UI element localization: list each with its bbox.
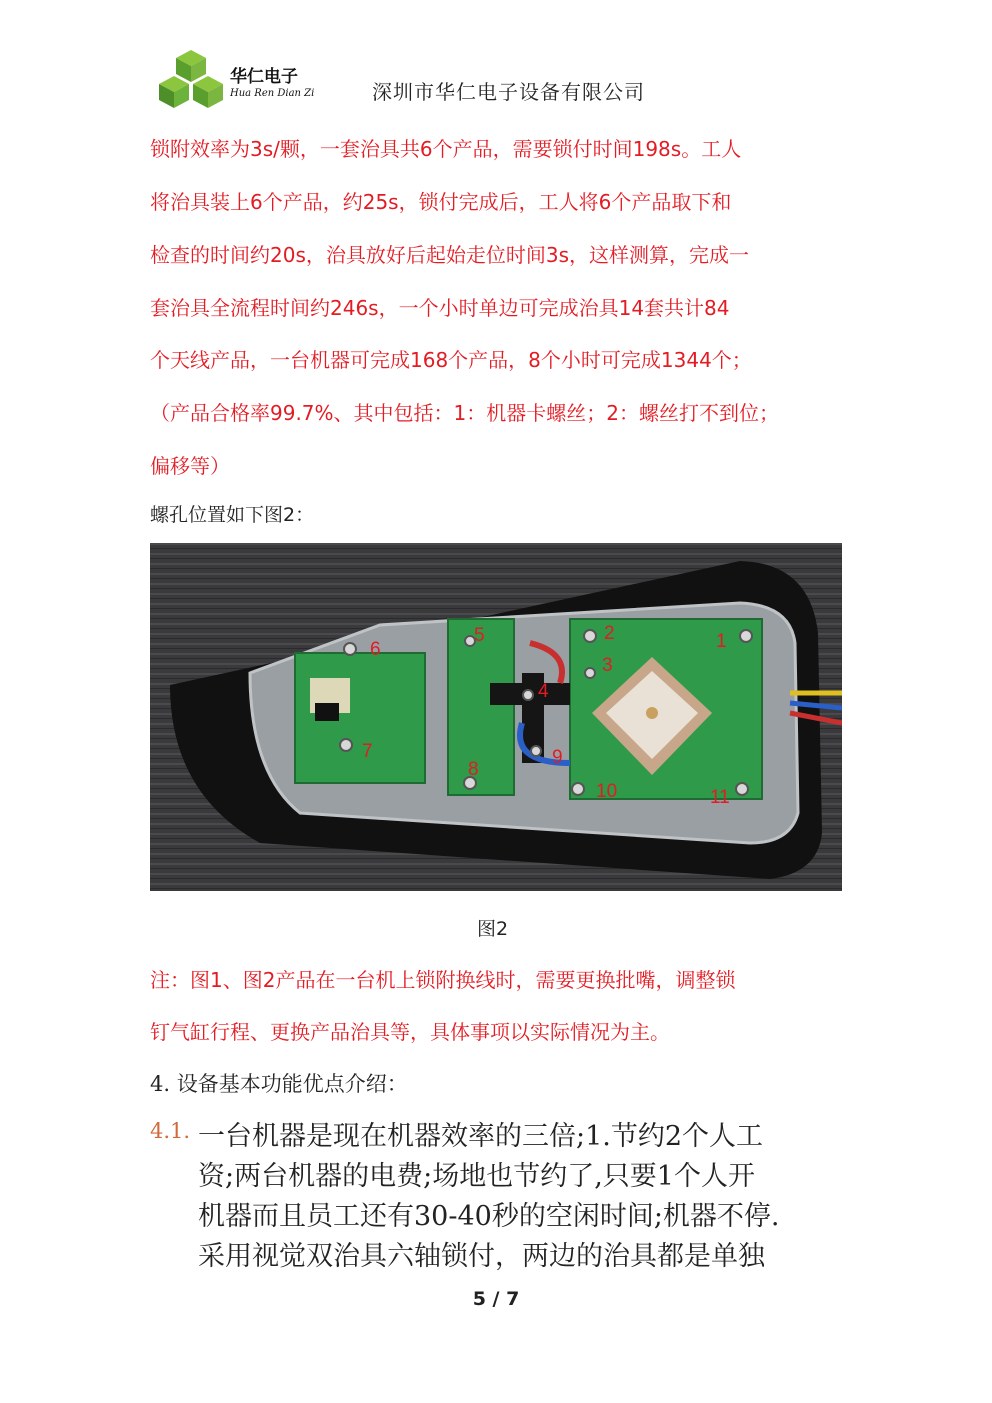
intro-line: （产品合格率99.7%、其中包括：1：机器卡螺丝；2：螺丝打不到位；	[150, 401, 779, 425]
screw-label: 5	[474, 625, 485, 646]
screw-label: 8	[468, 759, 479, 780]
subsection-line: 采用视觉双治具六轴锁付，两边的治具都是单独	[198, 1241, 765, 1272]
screw-label: 1	[716, 631, 727, 652]
figure-intro-label: 螺孔位置如下图2：	[150, 504, 315, 526]
intro-line: 将治具装上6个产品，约25s，锁付完成后，工人将6个产品取下和	[150, 190, 732, 214]
subsection-line: 资;两台机器的电费;场地也节约了,只要1个人开	[198, 1161, 755, 1192]
screw-label: 2	[604, 623, 615, 644]
screw-label: 10	[596, 781, 618, 802]
subsection-line: 机器而且员工还有30-40秒的空闲时间;机器不停.	[198, 1201, 780, 1232]
screw-label: 3	[602, 655, 613, 676]
intro-line: 锁附效率为3s/颗，一套治具共6个产品，需要锁付时间198s。工人	[150, 137, 742, 161]
note-line: 注：图1、图2产品在一台机上锁附换线时，需要更换批嘴，调整锁	[150, 968, 736, 992]
subsection-number: 4.1.	[150, 1119, 191, 1143]
section-heading: 4. 设备基本功能优点介绍：	[150, 1072, 408, 1096]
logo-chinese-name: 华仁电子	[230, 67, 298, 87]
page-number: 5 / 7	[472, 1288, 520, 1310]
subsection-line: 一台机器是现在机器效率的三倍;1.节约2个人工	[198, 1121, 764, 1152]
screw-label: 7	[362, 741, 373, 762]
figure-caption: 图2	[477, 918, 509, 940]
screw-label: 4	[538, 681, 549, 702]
intro-line: 个天线产品，一台机器可完成168个产品，8个小时可完成1344个；	[150, 348, 752, 372]
intro-line: 偏移等）	[150, 454, 230, 478]
intro-line: 套治具全流程时间约246s，一个小时单边可完成治具14套共计84	[150, 296, 730, 320]
screw-label: 11	[710, 787, 730, 808]
intro-line: 检查的时间约20s，治具放好后起始走位时间3s，这样测算，完成一	[150, 243, 750, 267]
product-photo	[150, 543, 842, 891]
page-header	[150, 40, 850, 120]
screw-label: 6	[370, 639, 381, 660]
logo-pinyin: Hua Ren Dian Zi	[230, 88, 315, 99]
company-name: 深圳市华仁电子设备有限公司	[372, 80, 645, 104]
note-line: 钉气缸行程、更换产品治具等，具体事项以实际情况为主。	[150, 1020, 670, 1044]
screw-label: 9	[552, 747, 563, 768]
company-logo	[156, 46, 226, 114]
